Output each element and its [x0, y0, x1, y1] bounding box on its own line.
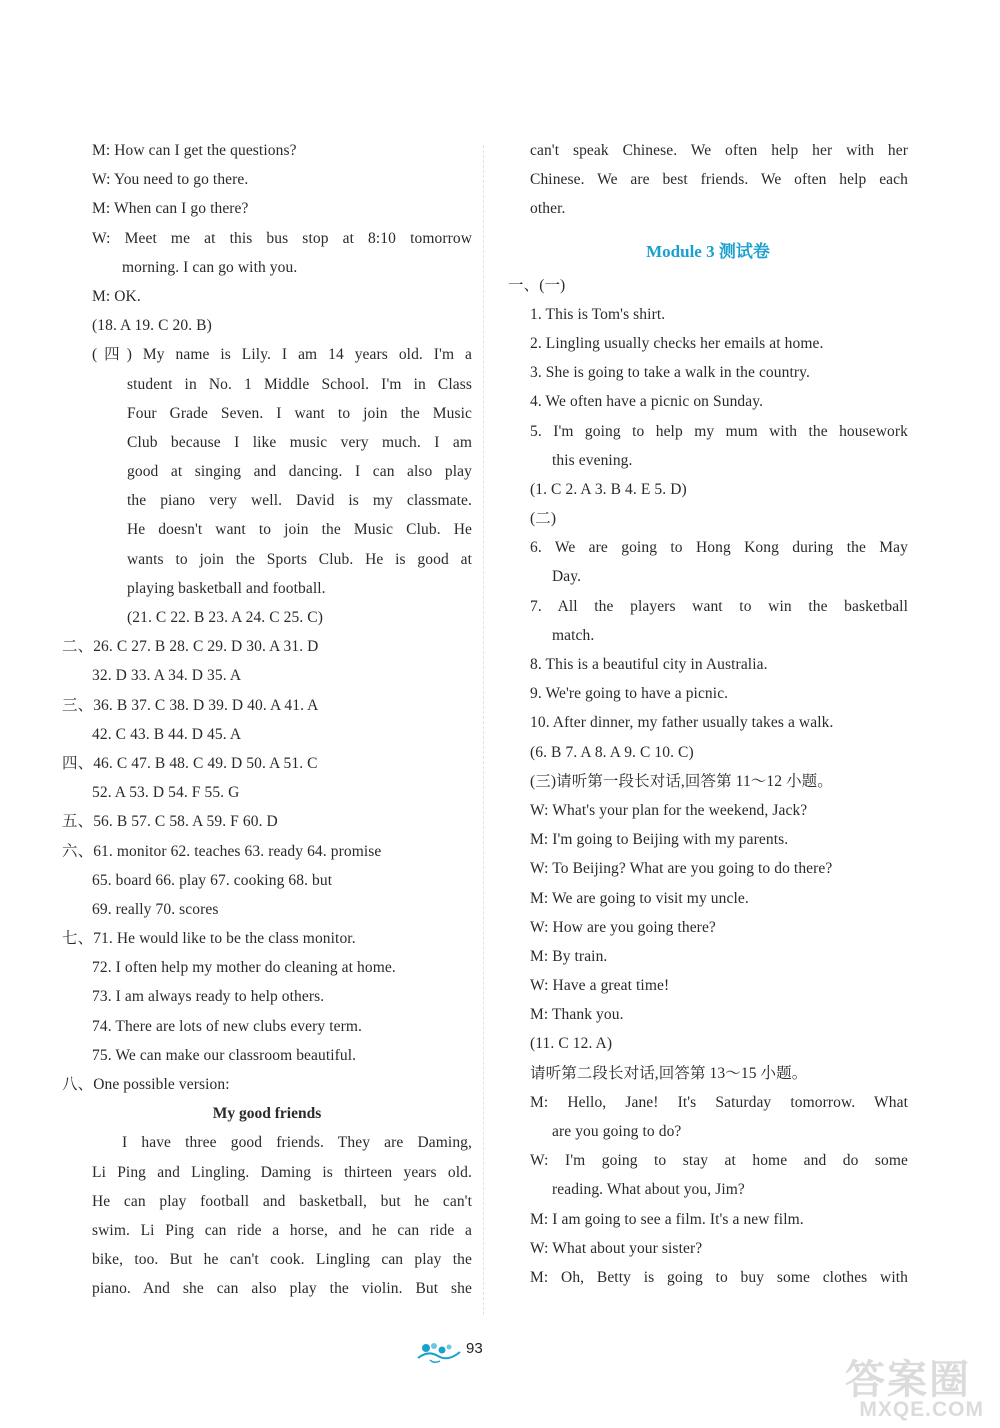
text-line: match. [552, 626, 595, 644]
text-line: M: Thank you. [530, 1006, 624, 1024]
text-line: wants to join the Sports Club. He is good at [127, 550, 472, 568]
text-line: this evening. [552, 451, 633, 469]
text-line: 4. We often have a picnic on Sunday. [530, 393, 764, 411]
text-line: 八、One possible version: [62, 1076, 230, 1093]
text-line: student in No. 1 Middle School. I'm in Class [127, 375, 472, 393]
text-line: M: Hello, Jane! It's Saturday tomorrow. What [530, 1093, 908, 1111]
text-line: 75. We can make our classroom beautiful. [92, 1046, 357, 1064]
text-line: M: I am going to see a film. It's a new film. [530, 1210, 804, 1228]
text-line: 2. Lingling usually checks her emails at home. [530, 334, 824, 352]
right-continuation [508, 136, 908, 224]
text-line: M: Oh, Betty is going to buy some clothes with [530, 1268, 908, 1286]
watermark-bottom: MXQE.COM [859, 1398, 984, 1421]
text-line: 7. All the players want to win the basketball [530, 597, 908, 615]
text-line: Li Ping and Lingling. Daming is thirteen years old. [92, 1163, 472, 1181]
text-line: (四) My name is Lily. I am 14 years old. I'm a [92, 346, 472, 364]
text-line: the piano very well. David is my classmate. [127, 492, 472, 510]
column-divider [483, 145, 484, 1315]
text-line: (二) [530, 510, 557, 528]
text-line: piano. And she can also play the violin. But she [92, 1280, 472, 1298]
right-answers [508, 271, 908, 1293]
text-line: Chinese. We are best friends. We often help each [530, 171, 908, 189]
text-line: (11. C 12. A) [530, 1035, 613, 1053]
text-line: W: Meet me at this bus stop at 8:10 tomorrow [92, 229, 472, 247]
text-line: 一、(一) [508, 276, 566, 294]
text-line: He doesn't want to join the Music Club. He [127, 521, 472, 539]
text-line: Club because I like music very much. I am [127, 433, 472, 451]
text-line: 10. After dinner, my father usually takes a walk. [530, 714, 834, 732]
text-line: (三)请听第一段长对话,回答第 11～12 小题。 [530, 772, 833, 790]
text-line: swim. Li Ping can ride a horse, and he can ride a [92, 1221, 472, 1239]
text-line: M: By train. [530, 947, 608, 965]
text-line: W: To Beijing? What are you going to do there? [530, 860, 833, 878]
text-line: Four Grade Seven. I want to join the Music [127, 404, 472, 422]
text-line: W: Have a great time! [530, 977, 670, 995]
text-line: W: I'm going to stay at home and do some [530, 1152, 908, 1170]
text-line: 四、46. C 47. B 48. C 49. D 50. A 51. C [62, 754, 318, 772]
text-line: M: When can I go there? [92, 200, 249, 218]
text-line: morning. I can go with you. [122, 258, 298, 276]
text-line: 七、71. He would like to be the class monitor. [62, 930, 356, 948]
text-line: W: How are you going there? [530, 918, 716, 936]
text-line: Day. [552, 568, 582, 586]
text-line: 请听第二段长对话,回答第 13～15 小题。 [530, 1064, 808, 1082]
text-line: 六、61. monitor 62. teaches 63. ready 64. promise [62, 842, 382, 860]
text-line: 6. We are going to Hong Kong during the May [530, 539, 908, 557]
text-line: 52. A 53. D 54. F 55. G [92, 784, 240, 802]
text-line: M: We are going to visit my uncle. [530, 889, 749, 907]
page-number: 93 [466, 1340, 483, 1357]
watermark-logo [828, 1348, 988, 1422]
text-line: 73. I am always ready to help others. [92, 988, 325, 1006]
essay-title: My good friends [212, 1105, 322, 1123]
text-line: 三、36. B 37. C 38. D 39. D 40. A 41. A [62, 696, 319, 714]
text-line: (18. A 19. C 20. B) [92, 317, 212, 335]
text-line: (1. C 2. A 3. B 4. E 5. D) [530, 480, 687, 498]
text-line: W: You need to go there. [92, 171, 249, 189]
text-line: 69. really 70. scores [92, 900, 219, 918]
text-line: other. [530, 200, 566, 218]
left-column [62, 136, 472, 1304]
text-line: reading. What about you, Jim? [552, 1181, 745, 1199]
right-column [508, 136, 908, 1292]
text-line: 74. There are lots of new clubs every term. [92, 1017, 363, 1035]
text-line: (6. B 7. A 8. A 9. C 10. C) [530, 743, 694, 761]
text-line: M: I'm going to Beijing with my parents. [530, 831, 789, 849]
text-line: W: What about your sister? [530, 1239, 703, 1257]
watermark-top: 答案圈 [845, 1357, 971, 1403]
text-line: 1. This is Tom's shirt. [530, 305, 666, 323]
text-line: 72. I often help my mother do cleaning at home. [92, 959, 396, 977]
text-line: 8. This is a beautiful city in Australia. [530, 656, 768, 673]
flower-decoration-icon [416, 1340, 462, 1366]
text-line: W: What's your plan for the weekend, Jack? [530, 801, 808, 819]
module-title: Module 3 测试卷 [646, 241, 770, 261]
text-line: He can play football and basketball, but he can't [92, 1192, 472, 1210]
text-line: bike, too. But he can't cook. Lingling can play the [92, 1251, 472, 1269]
text-line: M: How can I get the questions? [92, 142, 297, 159]
text-line: 五、56. B 57. C 58. A 59. F 60. D [62, 813, 278, 831]
text-line: 9. We're going to have a picnic. [530, 685, 729, 703]
text-line: can't speak Chinese. We often help her with her [530, 142, 908, 159]
text-line: 65. board 66. play 67. cooking 68. but [92, 871, 333, 889]
text-line: 32. D 33. A 34. D 35. A [92, 667, 242, 685]
text-line: 5. I'm going to help my mum with the housework [530, 422, 908, 440]
text-line: playing basketball and football. [127, 579, 326, 597]
text-line: I have three good friends. They are Daming, [122, 1134, 472, 1152]
text-line: 二、26. C 27. B 28. C 29. D 30. A 31. D [62, 638, 319, 656]
text-line: 3. She is going to take a walk in the country. [530, 364, 810, 382]
text-line: are you going to do? [552, 1123, 682, 1140]
text-line: M: OK. [92, 287, 141, 305]
text-line: (21. C 22. B 23. A 24. C 25. C) [127, 609, 324, 626]
text-line: good at singing and dancing. I can also play [127, 463, 472, 481]
text-line: 42. C 43. B 44. D 45. A [92, 725, 242, 743]
